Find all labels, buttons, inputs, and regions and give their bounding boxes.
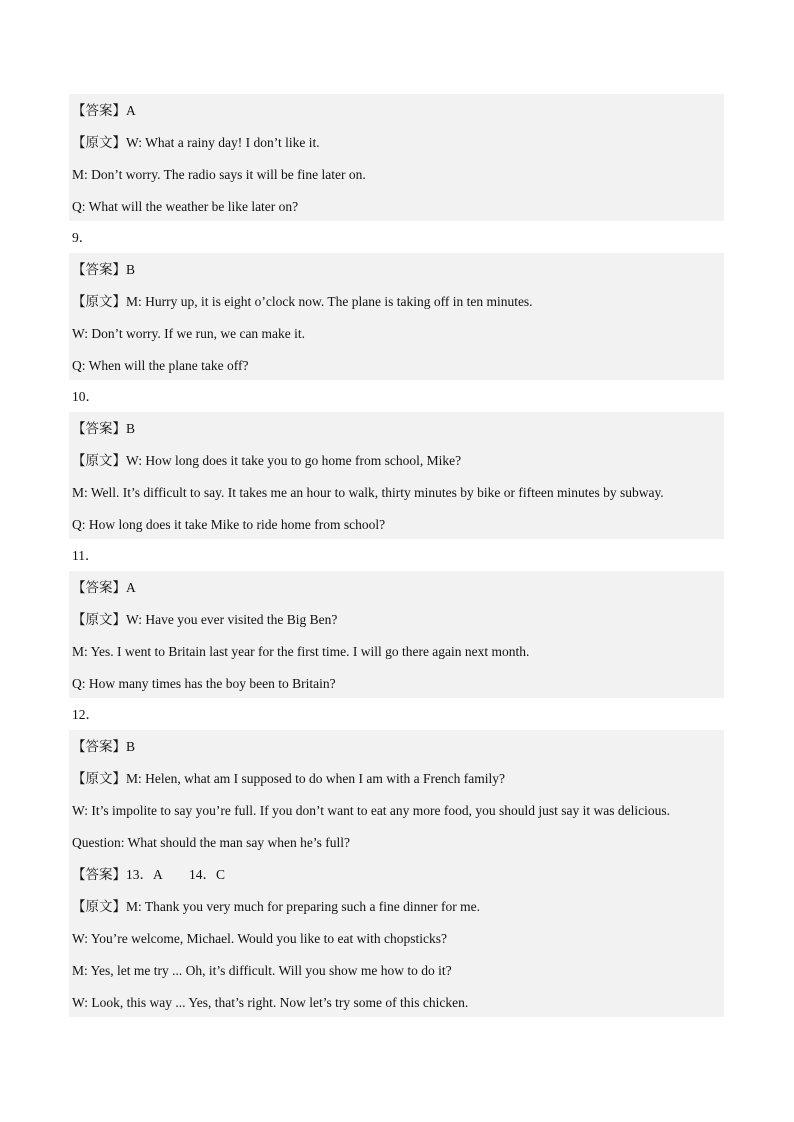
transcript-line: Q: When will the plane take off? (72, 358, 249, 373)
transcript-line: 【原文】M: Helen, what am I supposed to do when I am with a French family? (72, 771, 506, 786)
transcript-line: M: Yes. I went to Britain last year for the first time. I will go there again next month. (72, 644, 530, 659)
transcript-line: M: Well. It’s difficult to say. It takes me an hour to walk, thirty minutes by bike or fifteen minutes by subway. (72, 485, 664, 500)
transcript-line: W: It’s impolite to say you’re full. If you don’t want to eat any more food, you should just say it was delicious. (72, 803, 671, 818)
transcript-line: W: You’re welcome, Michael. Would you like to eat with chopsticks? (72, 931, 447, 946)
answer-line: 【答案】A (72, 580, 136, 595)
transcript-line: W: Don’t worry. If we run, we can make it. (72, 326, 306, 341)
transcript-line: M: Yes, let me try ... Oh, it’s difficult. Will you show me how to do it? (72, 963, 452, 978)
transcript-line: 【原文】W: What a rainy day! I don’t like it. (72, 135, 320, 150)
transcript-line: 【原文】W: How long does it take you to go home from school, Mike? (72, 453, 462, 468)
transcript-line: 【原文】M: Thank you very much for preparing such a fine dinner for me. (72, 899, 481, 914)
answer-line: 【答案】B (72, 421, 136, 436)
answer-line: 【答案】B (72, 739, 136, 754)
transcript-line: Question: What should the man say when he’s full? (72, 835, 350, 850)
question-number: 11． (72, 548, 99, 563)
transcript-line: Q: How many times has the boy been to Britain? (72, 676, 336, 691)
question-number: 10． (72, 389, 99, 404)
transcript-line: M: Don’t worry. The radio says it will be fine later on. (72, 167, 366, 182)
transcript-line: Q: What will the weather be like later on? (72, 199, 299, 214)
question-number: 12． (72, 707, 99, 722)
transcript-line: 【原文】W: Have you ever visited the Big Ben? (72, 612, 338, 627)
transcript-line: 【原文】M: Hurry up, it is eight o’clock now. The plane is taking off in ten minutes. (72, 294, 533, 309)
answer-line: 【答案】13．A 14．C (72, 867, 226, 882)
answer-line: 【答案】A (72, 103, 136, 118)
transcript-line: W: Look, this way ... Yes, that’s right. Now let’s try some of this chicken. (72, 995, 469, 1010)
question-number: 9． (72, 230, 93, 245)
answer-line: 【答案】B (72, 262, 136, 277)
transcript-line: Q: How long does it take Mike to ride home from school? (72, 517, 386, 532)
